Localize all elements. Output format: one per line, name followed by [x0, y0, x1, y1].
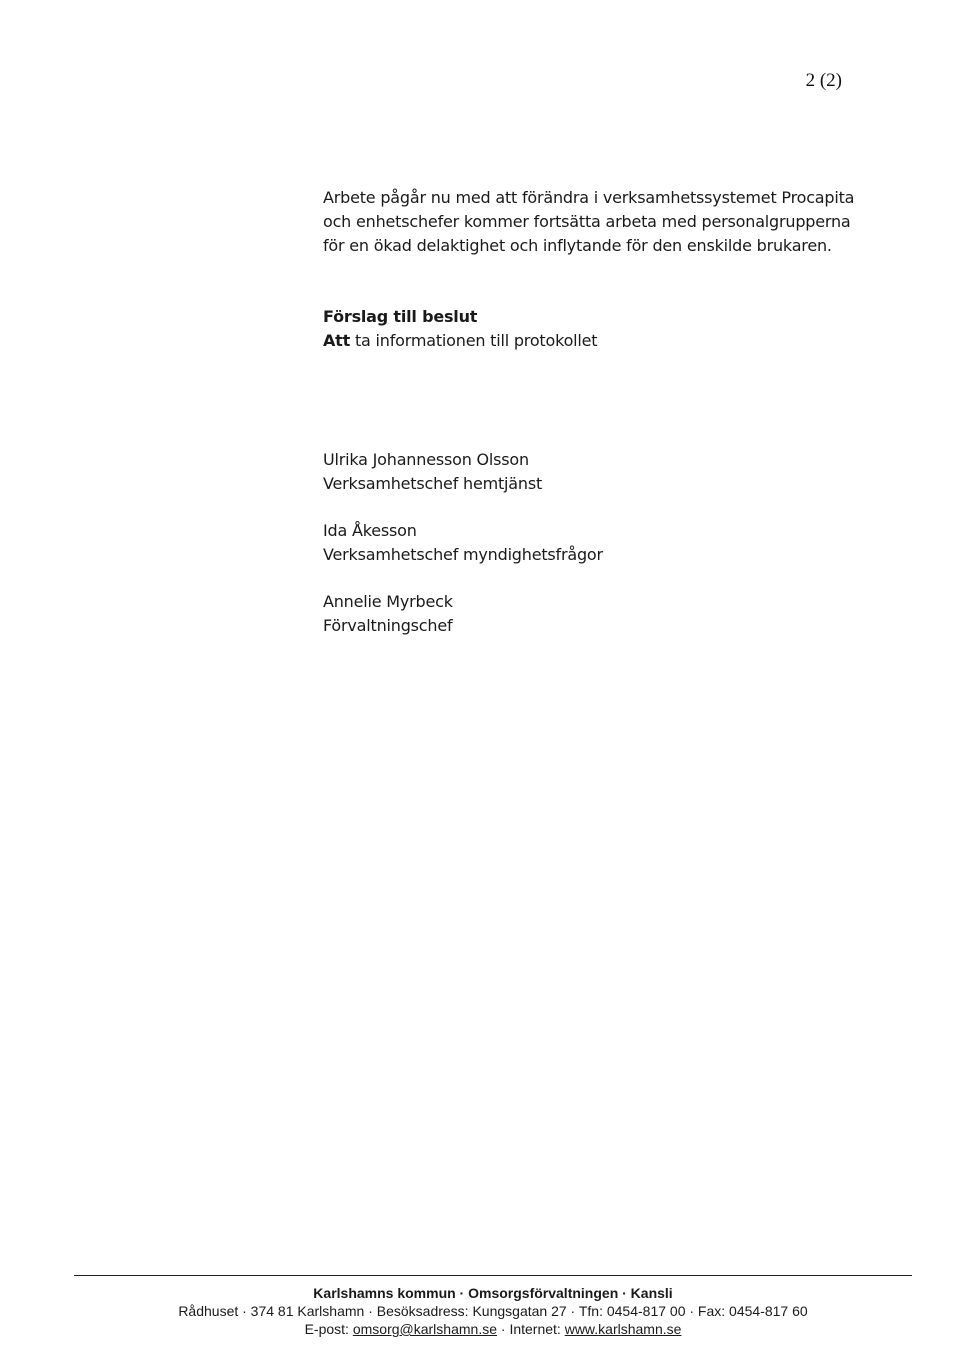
signature-block [323, 448, 603, 496]
signatures [323, 448, 603, 661]
email-label: E-post: [304, 1321, 353, 1337]
body-paragraph [323, 186, 883, 258]
email-link[interactable]: omsorg@karlshamn.se [352, 1321, 497, 1337]
footer-contact-line [74, 1320, 912, 1338]
signature-block [323, 590, 603, 638]
body-line: Arbete pågår nu med att förändra i verksamhetssystemet Procapita [323, 188, 855, 207]
signature-block [323, 519, 603, 567]
website-link[interactable]: www.karlshamn.se [564, 1321, 682, 1337]
page-number: 2 (2) [805, 70, 842, 91]
signatory-name: Ulrika Johannesson Olsson [323, 450, 529, 469]
proposal-heading: Förslag till beslut [323, 307, 478, 326]
signatory-title: Förvaltningschef [323, 616, 453, 635]
footer-divider [74, 1275, 912, 1276]
signatory-name: Annelie Myrbeck [323, 592, 453, 611]
body-line: för en ökad delaktighet och inflytande för den enskilde brukaren. [323, 236, 832, 255]
proposal-section [323, 305, 597, 353]
footer-org-line: Karlshamns kommun · Omsorgsförvaltningen · Kansli [313, 1285, 673, 1301]
proposal-text: ta informationen till protokollet [350, 331, 598, 350]
footer [74, 1284, 912, 1338]
body-line: och enhetschefer kommer fortsätta arbeta med personalgrupperna [323, 212, 851, 231]
signatory-name: Ida Åkesson [323, 521, 417, 540]
signatory-title: Verksamhetschef myndighetsfrågor [323, 545, 603, 564]
signatory-title: Verksamhetschef hemtjänst [323, 474, 543, 493]
proposal-att: Att [323, 331, 351, 350]
proposal-line [323, 329, 597, 353]
footer-address-line: Rådhuset · 374 81 Karlshamn · Besöksadress: Kungsgatan 27 · Tfn: 0454-817 00 · Fax: 0454-817 60 [178, 1303, 808, 1319]
internet-label: · Internet: [497, 1321, 565, 1337]
